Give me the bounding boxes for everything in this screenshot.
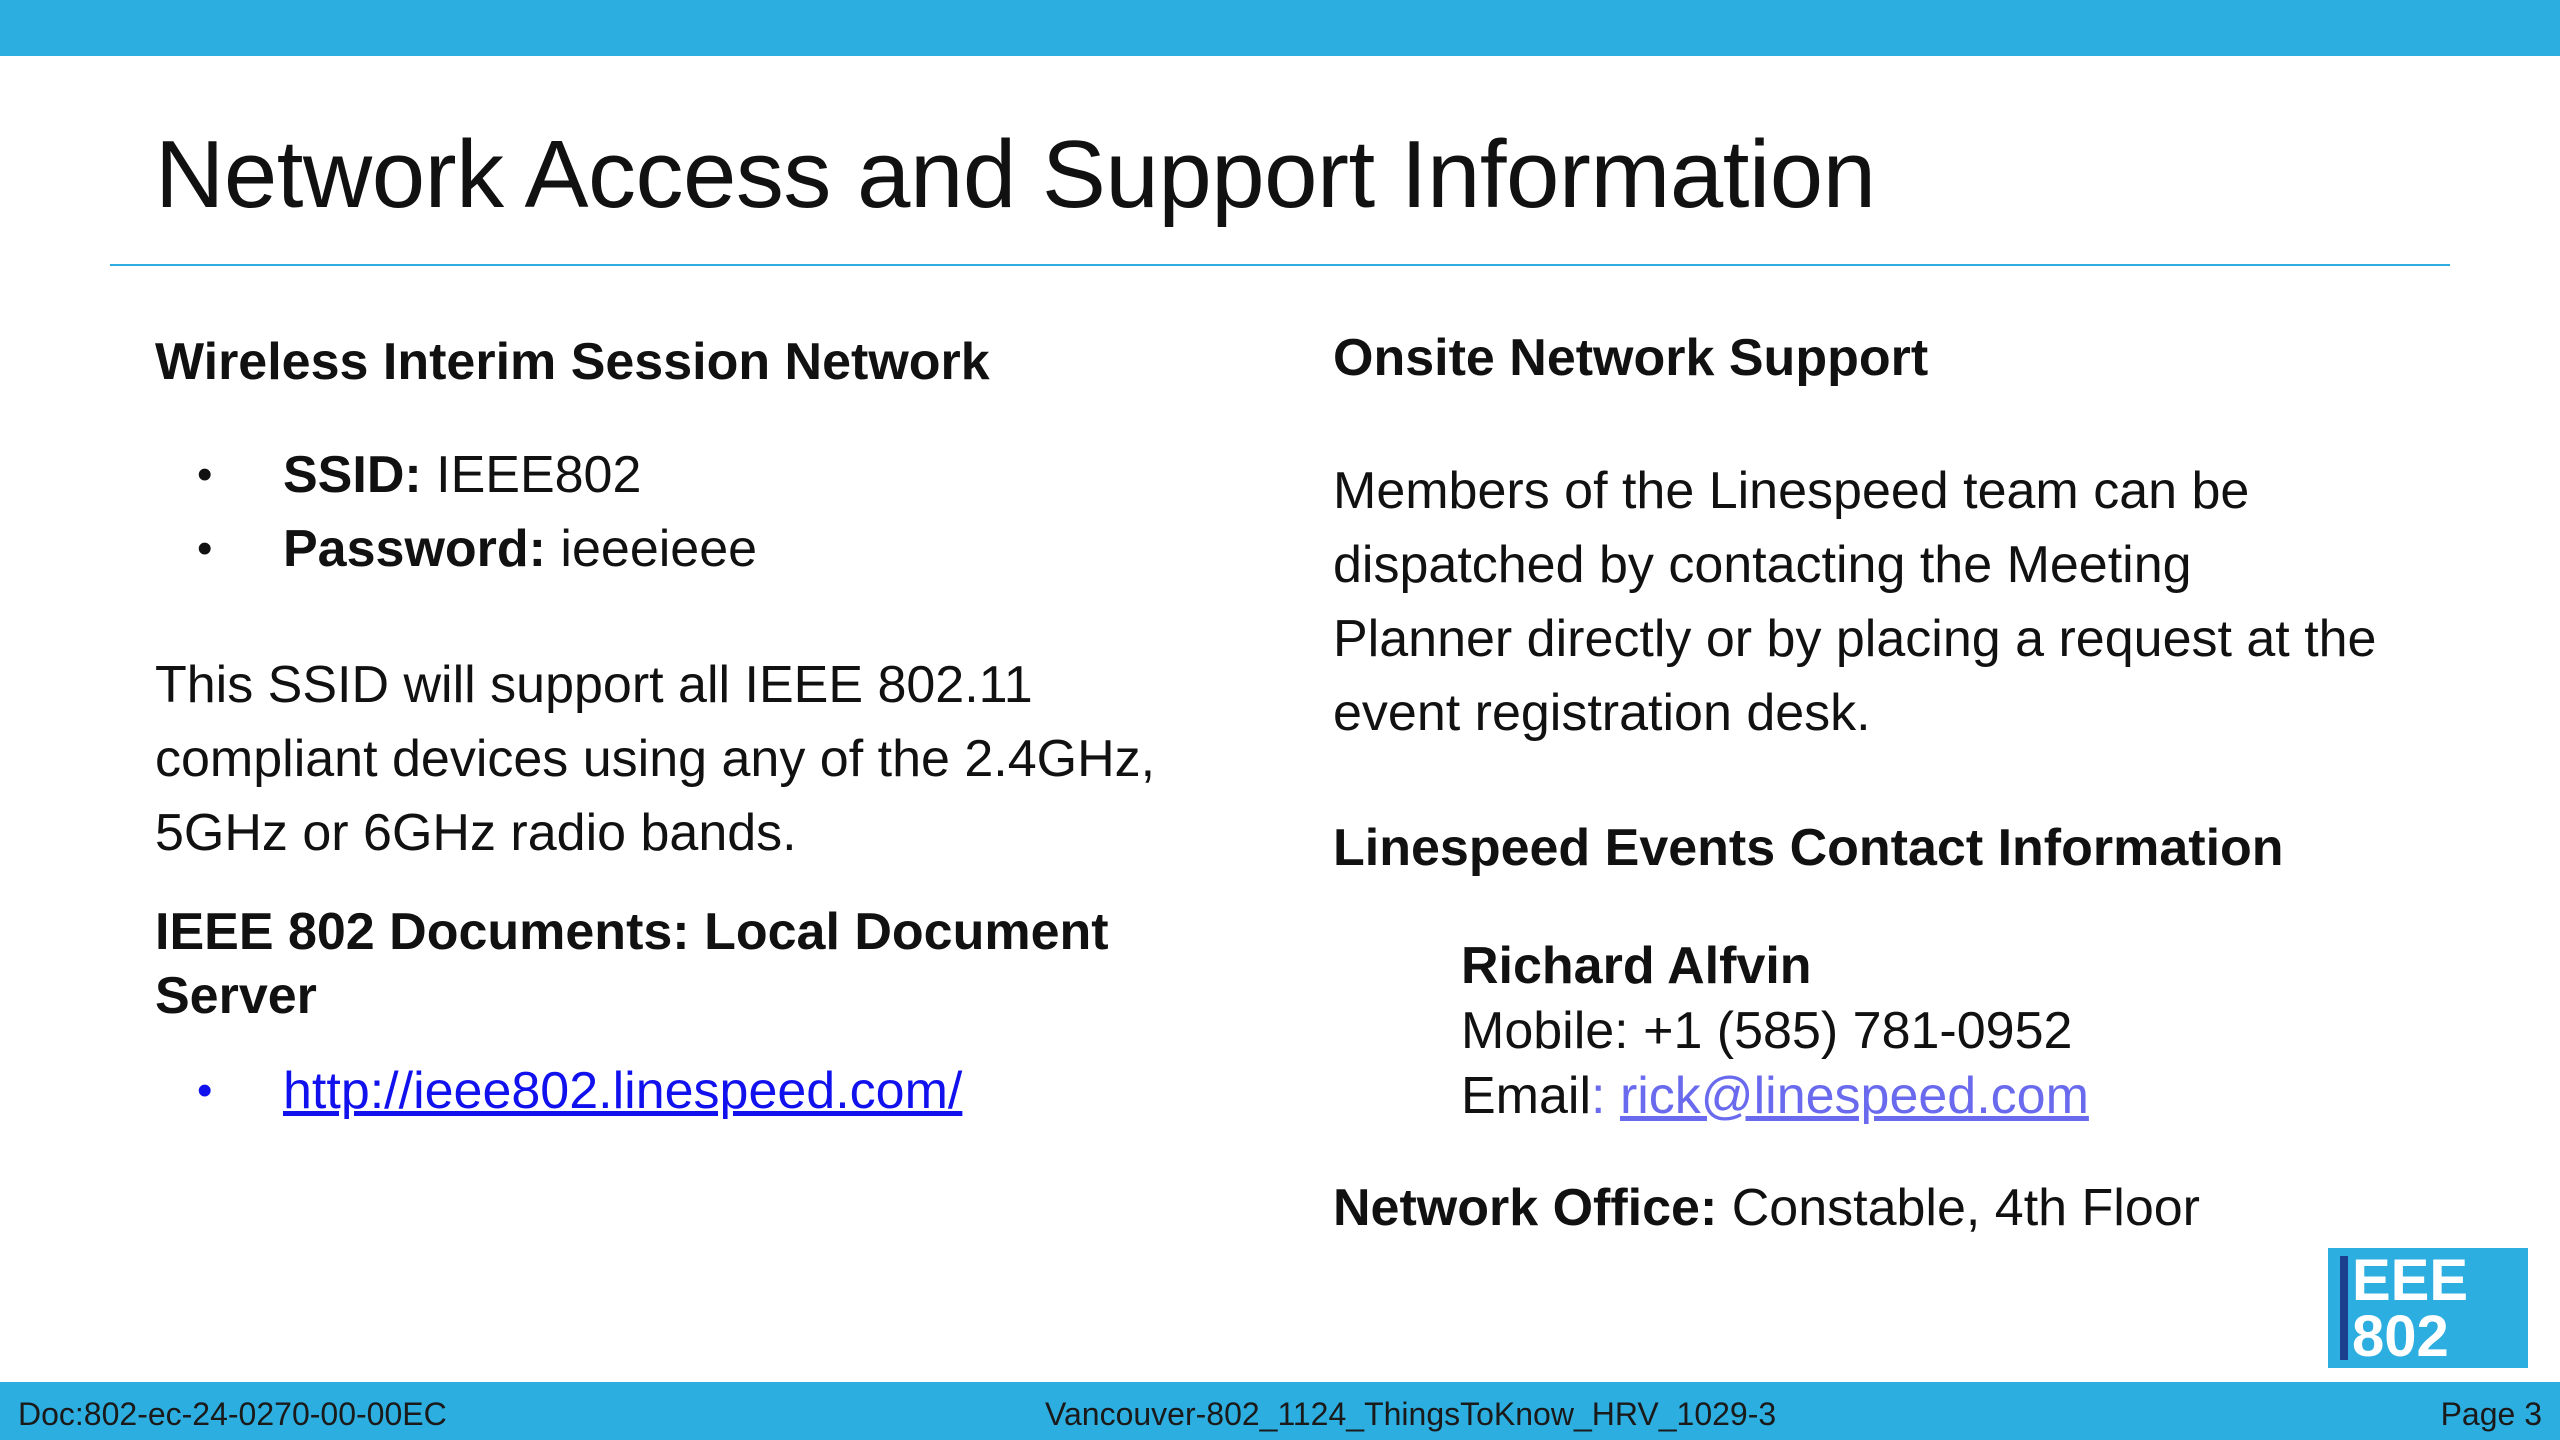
- support-line: This SSID will support all IEEE 802.11: [155, 656, 1033, 714]
- onsite-line: Planner directly or by placing a request at the: [1333, 610, 2377, 668]
- footer-bar: [0, 1382, 2560, 1440]
- contact-name: Richard Alfvin: [1461, 937, 1812, 995]
- wireless-network-heading: Wireless Interim Session Network: [155, 333, 990, 391]
- contact-email-colon: :: [1591, 1067, 1620, 1125]
- documents-heading-line: IEEE 802 Documents: Local Document: [155, 903, 1109, 961]
- contact-card: [1461, 934, 2433, 1129]
- ssid-support-text: [155, 648, 1235, 870]
- onsite-line: dispatched by contacting the Meeting: [1333, 536, 2192, 594]
- footer-file-name: Vancouver-802_1124_ThingsToKnow_HRV_1029-3: [1045, 1396, 1777, 1432]
- logo-bar: [2340, 1256, 2348, 1360]
- support-line: compliant devices using any of the 2.4GHz,: [155, 730, 1156, 788]
- bullet-icon: •: [197, 524, 213, 573]
- credentials-list: [155, 438, 1235, 586]
- network-office-label: Network Office:: [1333, 1179, 1718, 1237]
- ssid-value: IEEE802: [421, 446, 642, 504]
- right-column: [1333, 330, 2433, 1245]
- onsite-support-text: [1333, 454, 2433, 750]
- logo-text-eee: EEE: [2352, 1248, 2469, 1313]
- title-divider: [110, 264, 2450, 266]
- contact-mobile: Mobile: +1 (585) 781-0952: [1461, 1002, 2073, 1060]
- document-server-link[interactable]: http://ieee802.linespeed.com/: [283, 1062, 963, 1120]
- network-office: [1333, 1171, 2433, 1245]
- onsite-line: Members of the Linespeed team can be: [1333, 462, 2250, 520]
- documents-list: [155, 1054, 1235, 1128]
- onsite-line: event registration desk.: [1333, 684, 1871, 742]
- ieee802-logo: [2328, 1248, 2528, 1368]
- network-office-value: Constable, 4th Floor: [1717, 1179, 2200, 1237]
- logo-text-802: 802: [2352, 1304, 2449, 1369]
- password-label: Password:: [283, 520, 546, 578]
- list-item-ssid: [155, 438, 1235, 512]
- footer-page-number: Page 3: [2440, 1396, 2542, 1432]
- contact-email-row: [1461, 1064, 2433, 1129]
- top-accent-bar: [0, 0, 2560, 56]
- contact-email-link[interactable]: rick@linespeed.com: [1619, 1067, 2089, 1125]
- documents-heading-line: Server: [155, 967, 317, 1025]
- documents-heading: [155, 900, 1235, 1028]
- onsite-support-heading: Onsite Network Support: [1333, 329, 1929, 387]
- contact-info-heading: Linespeed Events Contact Information: [1333, 819, 2284, 877]
- contact-email-label: Email: [1461, 1067, 1592, 1125]
- footer-doc-id: Doc:802-ec-24-0270-00-00EC: [18, 1396, 447, 1432]
- list-item-document-server: [155, 1054, 1235, 1128]
- bullet-icon: •: [197, 450, 213, 499]
- ssid-label: SSID:: [283, 446, 422, 504]
- slide-title: Network Access and Support Information: [155, 121, 1876, 228]
- left-column: [155, 330, 1235, 1128]
- list-item-password: [155, 512, 1235, 586]
- bullet-icon: •: [197, 1066, 213, 1115]
- support-line: 5GHz or 6GHz radio bands.: [155, 804, 797, 862]
- password-value: ieeeieee: [545, 520, 758, 578]
